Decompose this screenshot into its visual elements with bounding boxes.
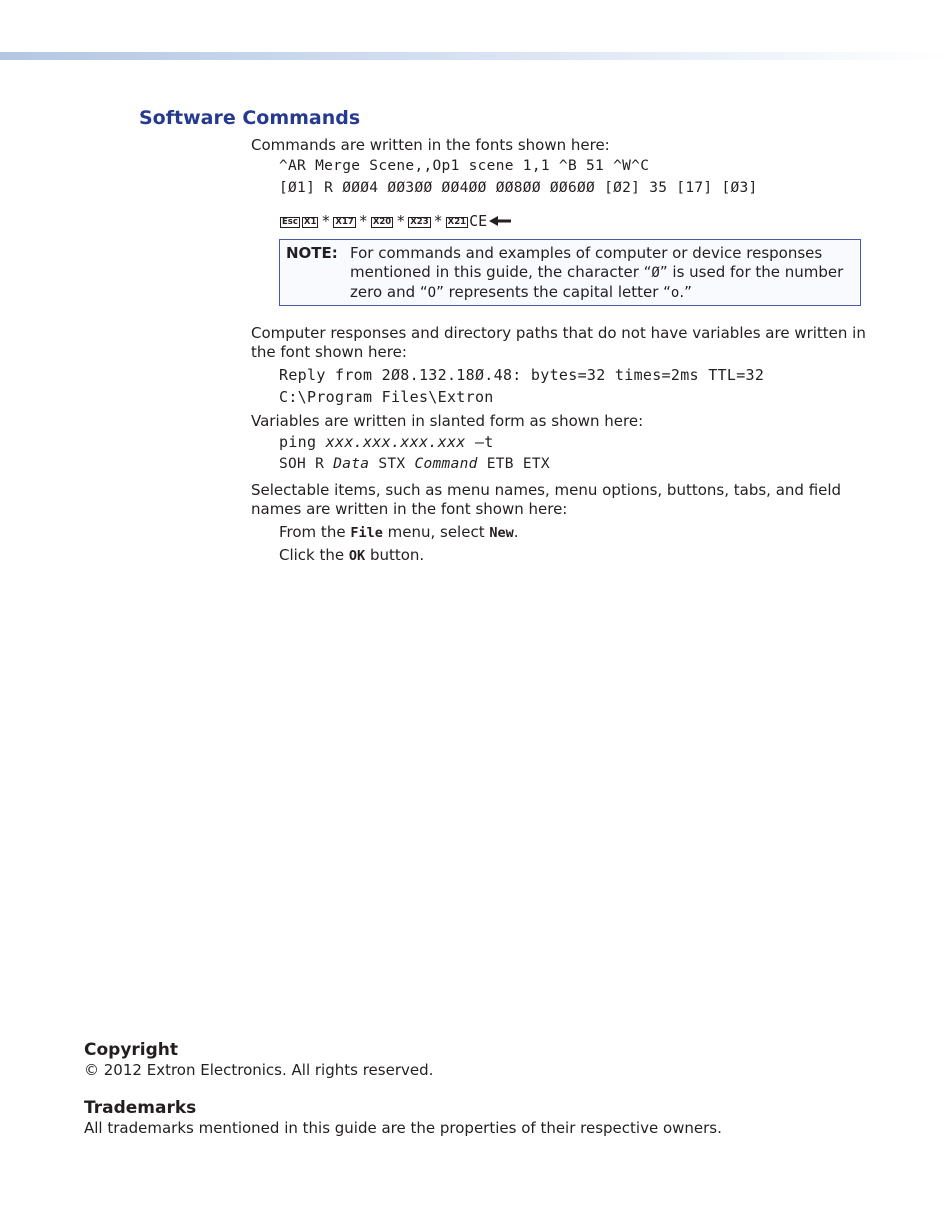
note-label: NOTE: (286, 244, 338, 262)
note-text-part: For commands and examples of computer or device responses mentioned in this guide, the character “ (350, 244, 823, 281)
selectable-new-item: New (489, 525, 514, 541)
variable-examples (279, 431, 871, 475)
ping-variable: xxx.xxx.xxx.xxx (325, 433, 466, 451)
responses-intro: Computer responses and directory paths that do not have variables are written in the font shown here: (251, 324, 866, 361)
selectable-part: Click the (279, 546, 349, 564)
copyright-text: © 2012 Extron Electronics. All rights reserved. (84, 1061, 434, 1079)
fonts-intro: Commands are written in the fonts shown here: (251, 136, 610, 154)
key-esc: Esc (282, 216, 298, 227)
section-title: Software Commands (139, 107, 361, 129)
key-x23: X23 (410, 216, 429, 227)
selectable-part: . (513, 523, 519, 541)
key-x20: X20 (372, 216, 392, 227)
command-example-line: [Ø1] R ØØØ4 ØØ3ØØ ØØ4ØØ ØØ8ØØ ØØ6ØØ [Ø2] 35 [17] [Ø3] (279, 180, 758, 196)
note-text-part: .” (679, 283, 692, 301)
variable-example-soh (279, 453, 871, 475)
soh-variable-data: Data (333, 456, 370, 472)
selectable-part: button. (365, 546, 425, 564)
response-example-line: Reply from 2Ø8.132.18Ø.48: bytes=32 times=2ms TTL=32 (279, 366, 765, 384)
copyright-section (84, 1040, 864, 1080)
soh-part: SOH R (279, 456, 334, 472)
trademarks-heading: Trademarks (84, 1098, 197, 1118)
soh-variable-command: Command (414, 456, 478, 472)
soh-part: STX (369, 456, 415, 472)
selectable-file-item: File (350, 525, 383, 541)
selectable-intro: Selectable items, such as menu names, menu options, buttons, tabs, and field names are written in the font shown here: (251, 481, 842, 518)
copyright-heading: Copyright (84, 1040, 179, 1060)
star: * (433, 212, 443, 230)
note-zero-char: Ø (651, 265, 660, 281)
trademarks-section (84, 1098, 864, 1138)
selectable-example-ok (279, 544, 871, 567)
left-arrow-icon (489, 211, 511, 231)
star: * (321, 212, 331, 230)
variable-example-ping (279, 431, 871, 453)
path-example-line: C:\Program Files\Extron (279, 388, 494, 406)
note-capital-o-char: O (427, 285, 437, 301)
ping-prefix: ping (279, 433, 326, 451)
key-x17: X17 (335, 216, 354, 227)
trademarks-text: All trademarks mentioned in this guide are the properties of their respective owners. (84, 1119, 722, 1137)
key-suffix: CE (469, 212, 488, 230)
header-gradient-band (0, 52, 950, 60)
key-sequence-example (279, 211, 871, 231)
response-examples (279, 364, 871, 408)
ping-suffix: —t (465, 433, 494, 451)
note-text-part: ” represents the capital letter “ (436, 283, 671, 301)
key-x21: X21 (447, 216, 467, 227)
command-example-line: ^AR Merge Scene,,Op1 scene 1,1 ^B 51 ^W^C (279, 158, 650, 174)
main-content (251, 136, 871, 567)
star: * (358, 212, 368, 230)
selectable-example-file (279, 521, 871, 544)
selectable-ok-item: OK (348, 548, 366, 564)
note-letter-o-char: o (670, 285, 680, 301)
note-box (279, 239, 861, 306)
note-text-part: ” is used for the number zero and “ (350, 263, 844, 301)
selectable-part: menu, select (382, 523, 490, 541)
selectable-part: From the (279, 523, 351, 541)
star: * (396, 212, 406, 230)
note-text (350, 244, 854, 303)
command-examples (279, 155, 871, 199)
soh-part: ETB ETX (477, 456, 550, 472)
variables-intro: Variables are written in slanted form as shown here: (251, 412, 644, 430)
key-x1: X1 (303, 216, 317, 227)
